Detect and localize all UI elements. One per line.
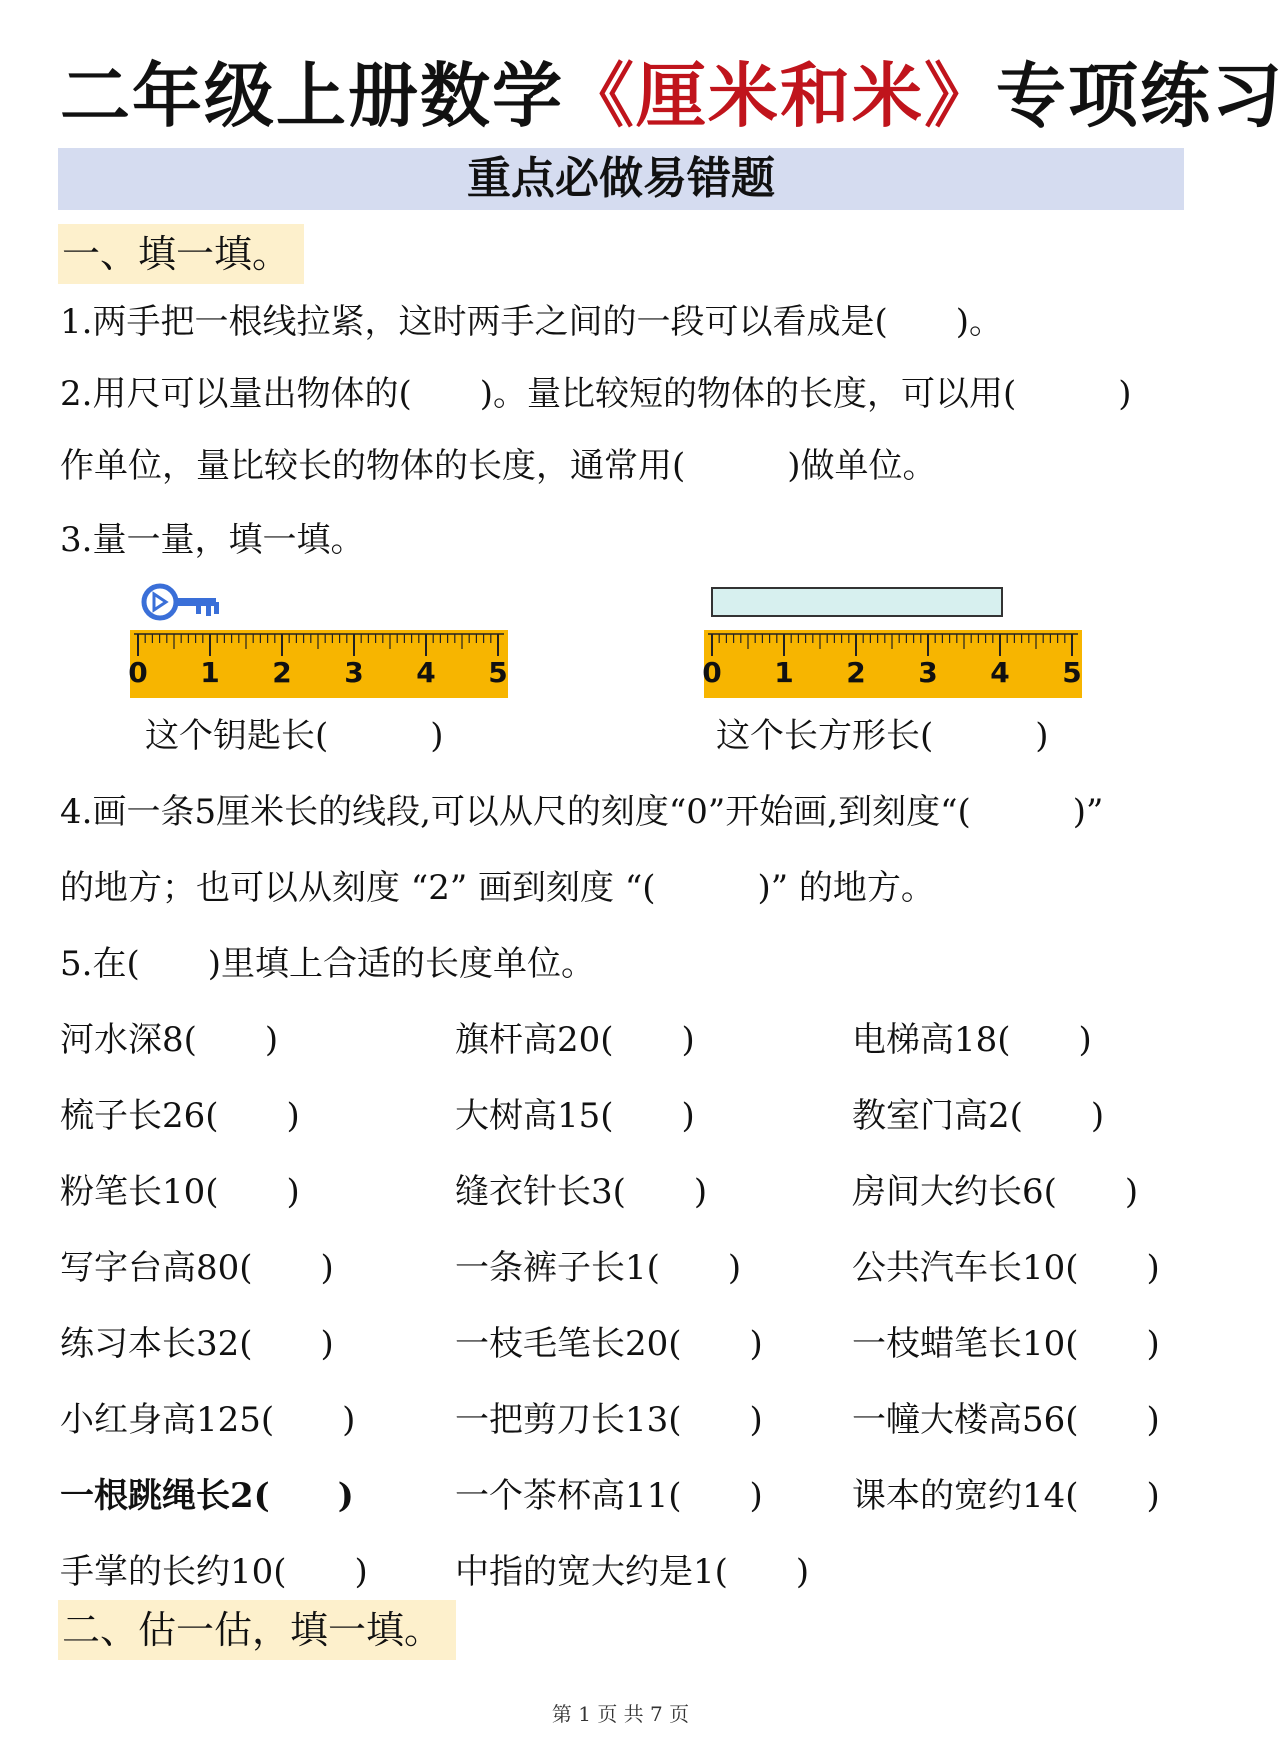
- ruler-label: 2: [846, 656, 866, 689]
- grid-item: 一根跳绳长2( ): [60, 1476, 354, 1516]
- question-3: 3.量一量，填一填。: [60, 520, 365, 560]
- ruler-label: 3: [344, 656, 364, 689]
- ruler-left: [128, 630, 508, 698]
- grid-item: 练习本长32( ): [60, 1324, 334, 1364]
- grid-item: 手掌的长约10( ): [60, 1552, 368, 1592]
- subtitle: 重点必做易错题: [467, 153, 775, 204]
- question-4-line1: 4.画一条5厘米长的线段,可以从尺的刻度“0”开始画,到刻度“( )”: [60, 792, 1104, 832]
- question-5: 5.在( )里填上合适的长度单位。: [60, 944, 595, 984]
- grid-item: 大树高15( ): [455, 1096, 695, 1136]
- grid-item: 一条裤子长1( ): [455, 1248, 742, 1288]
- grid-item: 一幢大楼高56( ): [852, 1400, 1160, 1440]
- ruler-body: [704, 630, 1082, 698]
- question-1: 1.两手把一根线拉紧，这时两手之间的一段可以看成是( )。: [60, 302, 1003, 342]
- question-4-line2: 的地方；也可以从刻度 “2” 画到刻度 “( )” 的地方。: [60, 868, 935, 908]
- question-2-line2: 作单位，量比较长的物体的长度，通常用( )做单位。: [60, 446, 937, 486]
- ruler-label: 4: [416, 656, 436, 689]
- ruler-label: 5: [488, 656, 508, 689]
- grid-item: 房间大约长6( ): [852, 1172, 1139, 1212]
- grid-item: 公共汽车长10( ): [852, 1248, 1160, 1288]
- grid-item: 一枝蜡笔长10( ): [852, 1324, 1160, 1364]
- ruler-label: 4: [990, 656, 1010, 689]
- key-caption: 这个钥匙长( ): [145, 716, 444, 756]
- grid-item: 河水深8( ): [60, 1020, 279, 1060]
- ruler-label: 0: [128, 656, 148, 689]
- grid-item: 小红身高125( ): [60, 1400, 356, 1440]
- section2-heading: 二、估一估，填一填。: [58, 1600, 456, 1660]
- ruler-label: 0: [702, 656, 722, 689]
- ruler-label: 5: [1062, 656, 1082, 689]
- grid-item: 一个茶杯高11( ): [455, 1476, 763, 1516]
- rect-caption: 这个长方形长( ): [716, 716, 1049, 756]
- section1-heading: 一、填一填。: [58, 224, 304, 284]
- question-2-line1: 2.用尺可以量出物体的( )。量比较短的物体的长度，可以用( ): [60, 374, 1132, 414]
- page-footer: 第 1 页 共 7 页: [551, 1702, 690, 1726]
- title-suffix: 专项练习: [996, 54, 1284, 137]
- grid-item: 一把剪刀长13( ): [455, 1400, 763, 1440]
- grid-item: 电梯高18( ): [852, 1020, 1092, 1060]
- ruler-label: 2: [272, 656, 292, 689]
- grid-item: 教室门高2( ): [852, 1096, 1105, 1136]
- ruler-right: [702, 630, 1082, 698]
- grid-item: 旗杆高20( ): [455, 1020, 695, 1060]
- measured-rectangle: [712, 588, 1002, 616]
- title-highlight: 《厘米和米》: [564, 54, 996, 137]
- grid-item: 中指的宽大约是1( ): [455, 1552, 810, 1592]
- title-prefix: 二年级上册数学: [60, 54, 564, 137]
- ruler-body: [130, 630, 508, 698]
- grid-item: 一枝毛笔长20( ): [455, 1324, 763, 1364]
- grid-item: 写字台高80( ): [60, 1248, 334, 1288]
- key-ruler-figure: [130, 580, 530, 700]
- rect-ruler-figure: [700, 580, 1100, 700]
- page-title: [60, 46, 1284, 146]
- grid-item: 粉笔长10( ): [60, 1172, 300, 1212]
- ruler-label: 3: [918, 656, 938, 689]
- grid-item: 梳子长26( ): [60, 1096, 300, 1136]
- ruler-label: 1: [200, 656, 220, 689]
- ruler-label: 1: [774, 656, 794, 689]
- key-icon: [144, 586, 219, 618]
- grid-item: 课本的宽约14( ): [852, 1476, 1160, 1516]
- grid-item: 缝衣针长3( ): [455, 1172, 708, 1212]
